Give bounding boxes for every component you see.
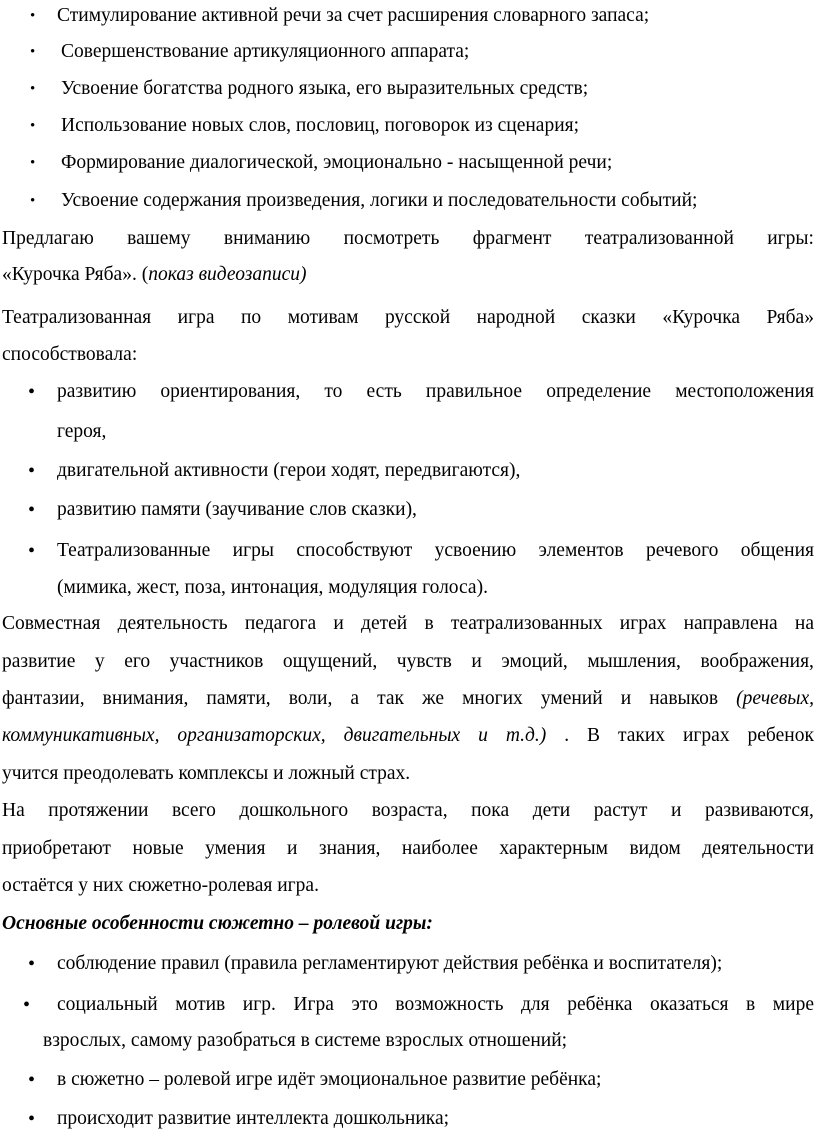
list-item-continued: (мимика, жест, поза, интонация, модуляция голоса). (57, 577, 488, 598)
bullet-marker: • (30, 44, 36, 60)
word: у (94, 651, 105, 672)
word: В (587, 725, 601, 746)
word: для (521, 994, 550, 1015)
word: местоположения (675, 381, 814, 402)
word: это (351, 994, 378, 1015)
paragraph-line (2, 687, 814, 711)
word: вашему (127, 228, 191, 249)
bullet-marker: • (30, 8, 36, 24)
word: всего (171, 800, 216, 821)
word: способствуют (296, 540, 413, 561)
word: пока (471, 800, 510, 821)
paragraph-line (2, 263, 307, 287)
list-item: развитию памяти (заучивание слов сказки), (57, 499, 417, 520)
word: растут (593, 800, 648, 821)
word: и (670, 800, 682, 821)
word: русской (384, 307, 451, 328)
word: фрагмент (472, 228, 552, 249)
bullet-marker: • (28, 1069, 36, 1091)
word: т.д.) (505, 725, 547, 746)
word: умения (205, 838, 266, 859)
word: и (478, 725, 488, 746)
paragraph-line: учится преодолевать комплексы и ложный страх. (2, 763, 411, 784)
list-item: в сюжетно – ролевой игре идёт эмоциональное развитие ребёнка; (57, 1069, 602, 1090)
bullet-marker: • (30, 193, 36, 209)
paragraph-line (2, 306, 814, 330)
text (57, 993, 814, 1017)
text (57, 539, 814, 563)
word: театрализованной (584, 228, 734, 249)
paragraph-line (2, 799, 814, 823)
word: коммуникативных, (2, 725, 160, 746)
word: мотивам (287, 307, 359, 328)
word: воображения, (700, 651, 814, 672)
list-item (57, 993, 814, 1017)
word: а (350, 688, 360, 709)
word: и (286, 838, 298, 859)
word: памяти, (206, 688, 271, 709)
word: Ряба» (766, 307, 814, 328)
list-item: двигательной активности (герои ходят, передвигаются), (57, 460, 521, 481)
word: (речевых, (736, 688, 814, 709)
italic-text: показ видеозаписи) (148, 264, 307, 285)
text (2, 612, 814, 636)
list-item: Стимулирование активной речи за счет расширения словарного запаса; (57, 5, 650, 26)
word: определение (546, 381, 652, 402)
bullet-marker: • (23, 994, 31, 1016)
word: и (471, 651, 482, 672)
list-item: происходит развитие интеллекта дошкольника; (57, 1108, 450, 1129)
word: игр. (242, 994, 276, 1015)
word: детей (361, 613, 408, 634)
bullet-marker: • (28, 1108, 36, 1130)
word: играх (683, 725, 730, 746)
word: по (241, 307, 262, 328)
list-item: Усвоение богатства родного языка, его выразительных средств; (61, 78, 589, 99)
word: участников (169, 651, 264, 672)
word: Театрализованная (2, 307, 152, 328)
word: возраста, (371, 800, 448, 821)
bullet-marker: • (28, 460, 36, 482)
word: направлена (683, 613, 778, 634)
word: . (564, 725, 570, 746)
word: дети (532, 800, 571, 821)
paragraph-line: способствовала: (2, 344, 138, 365)
word: фантазии, (2, 688, 85, 709)
word: же (422, 688, 444, 709)
word: эмоций, (501, 651, 568, 672)
word: воли, (288, 688, 333, 709)
word: ориентирования, (160, 381, 301, 402)
word: Совместная (2, 613, 101, 634)
section-heading: Основные особенности сюжетно – ролевой игры: (2, 913, 433, 934)
bullet-marker: • (30, 118, 36, 134)
paragraph-line (2, 612, 814, 636)
word: народной (476, 307, 556, 328)
word: таких (617, 725, 666, 746)
text (2, 306, 814, 330)
paragraph-line (2, 724, 814, 748)
word: внимания, (102, 688, 189, 709)
word: и (333, 613, 344, 634)
word: сказки (581, 307, 636, 328)
word: протяжении (48, 800, 149, 821)
word: мотив (175, 994, 226, 1015)
word: Театрализованные (57, 540, 211, 561)
word: характерным (499, 838, 608, 859)
word: на (794, 613, 814, 634)
paragraph-line: остаётся у них сюжетно-ролевая игра. (2, 875, 319, 896)
word: игры (232, 540, 274, 561)
word: знания, (318, 838, 381, 859)
text (2, 799, 814, 823)
word: мире (772, 994, 814, 1015)
word: дошкольного (239, 800, 349, 821)
word: навыков (649, 688, 719, 709)
list-item: Усвоение содержания произведения, логики и последовательности событий; (61, 190, 698, 211)
word: мышления, (587, 651, 681, 672)
word: новые (132, 838, 184, 859)
text: «Курочка Ряба». ( (2, 264, 149, 285)
word: приобретают (2, 838, 111, 859)
word: правильное (425, 381, 523, 402)
bullet-marker: • (28, 381, 36, 403)
text (2, 837, 814, 861)
bullet-marker: • (30, 155, 36, 171)
text (2, 650, 814, 674)
word: чувств (396, 651, 452, 672)
word: Игра (293, 994, 334, 1015)
word: посмотреть (343, 228, 440, 249)
word: игры: (767, 228, 814, 249)
word: и (620, 688, 632, 709)
word: развитию (57, 381, 137, 402)
word: двигательных (343, 725, 461, 746)
word: играх (619, 613, 667, 634)
paragraph-line (2, 837, 814, 861)
word: деятельности (702, 838, 814, 859)
list-item-continued: героя, (57, 421, 107, 442)
word: ощущений, (282, 651, 378, 672)
bullet-marker: • (28, 540, 36, 562)
word: вниманию (223, 228, 311, 249)
word: видом (629, 838, 681, 859)
word: в (424, 613, 434, 634)
word: «Курочка (662, 307, 741, 328)
word: многих (462, 688, 523, 709)
word: оказаться (650, 994, 729, 1015)
word: речевого (645, 540, 719, 561)
word: возможность (395, 994, 504, 1015)
word: На (2, 800, 25, 821)
word: так (377, 688, 405, 709)
word: педагога (244, 613, 317, 634)
word: то (324, 381, 343, 402)
word: ребёнка (567, 994, 633, 1015)
word: усвоению (434, 540, 517, 561)
word: игра (177, 307, 215, 328)
word: в (746, 994, 756, 1015)
word: Предлагаю (2, 228, 94, 249)
word: общения (740, 540, 814, 561)
bullet-marker: • (28, 499, 36, 521)
word: умений (540, 688, 603, 709)
word: наиболее (401, 838, 478, 859)
word: театрализованных (450, 613, 603, 634)
list-item (57, 380, 814, 404)
paragraph-line (2, 650, 814, 674)
list-item (57, 539, 814, 563)
bullet-marker: • (28, 953, 36, 975)
text (57, 380, 814, 404)
word: его (124, 651, 151, 672)
list-item: соблюдение правил (правила регламентируют действия ребёнка и воспитателя); (57, 953, 723, 974)
word: развиваются, (704, 800, 814, 821)
word: социальный (57, 994, 158, 1015)
list-item: Формирование диалогической, эмоционально - насыщенной речи; (61, 152, 613, 173)
word: деятельность (117, 613, 228, 634)
list-item: Использование новых слов, пословиц, поговорок из сценария; (61, 115, 580, 136)
word: есть (366, 381, 402, 402)
paragraph-line (2, 227, 814, 251)
list-item: Совершенствование артикуляционного аппарата; (61, 41, 470, 62)
list-item-continued: взрослых, самому разобраться в системе взрослых отношений; (43, 1030, 568, 1051)
word: ребенок (747, 725, 814, 746)
word: организаторских, (177, 725, 326, 746)
word: развитие (2, 651, 76, 672)
word: элементов (538, 540, 624, 561)
bullet-marker: • (30, 81, 36, 97)
text (2, 227, 814, 251)
